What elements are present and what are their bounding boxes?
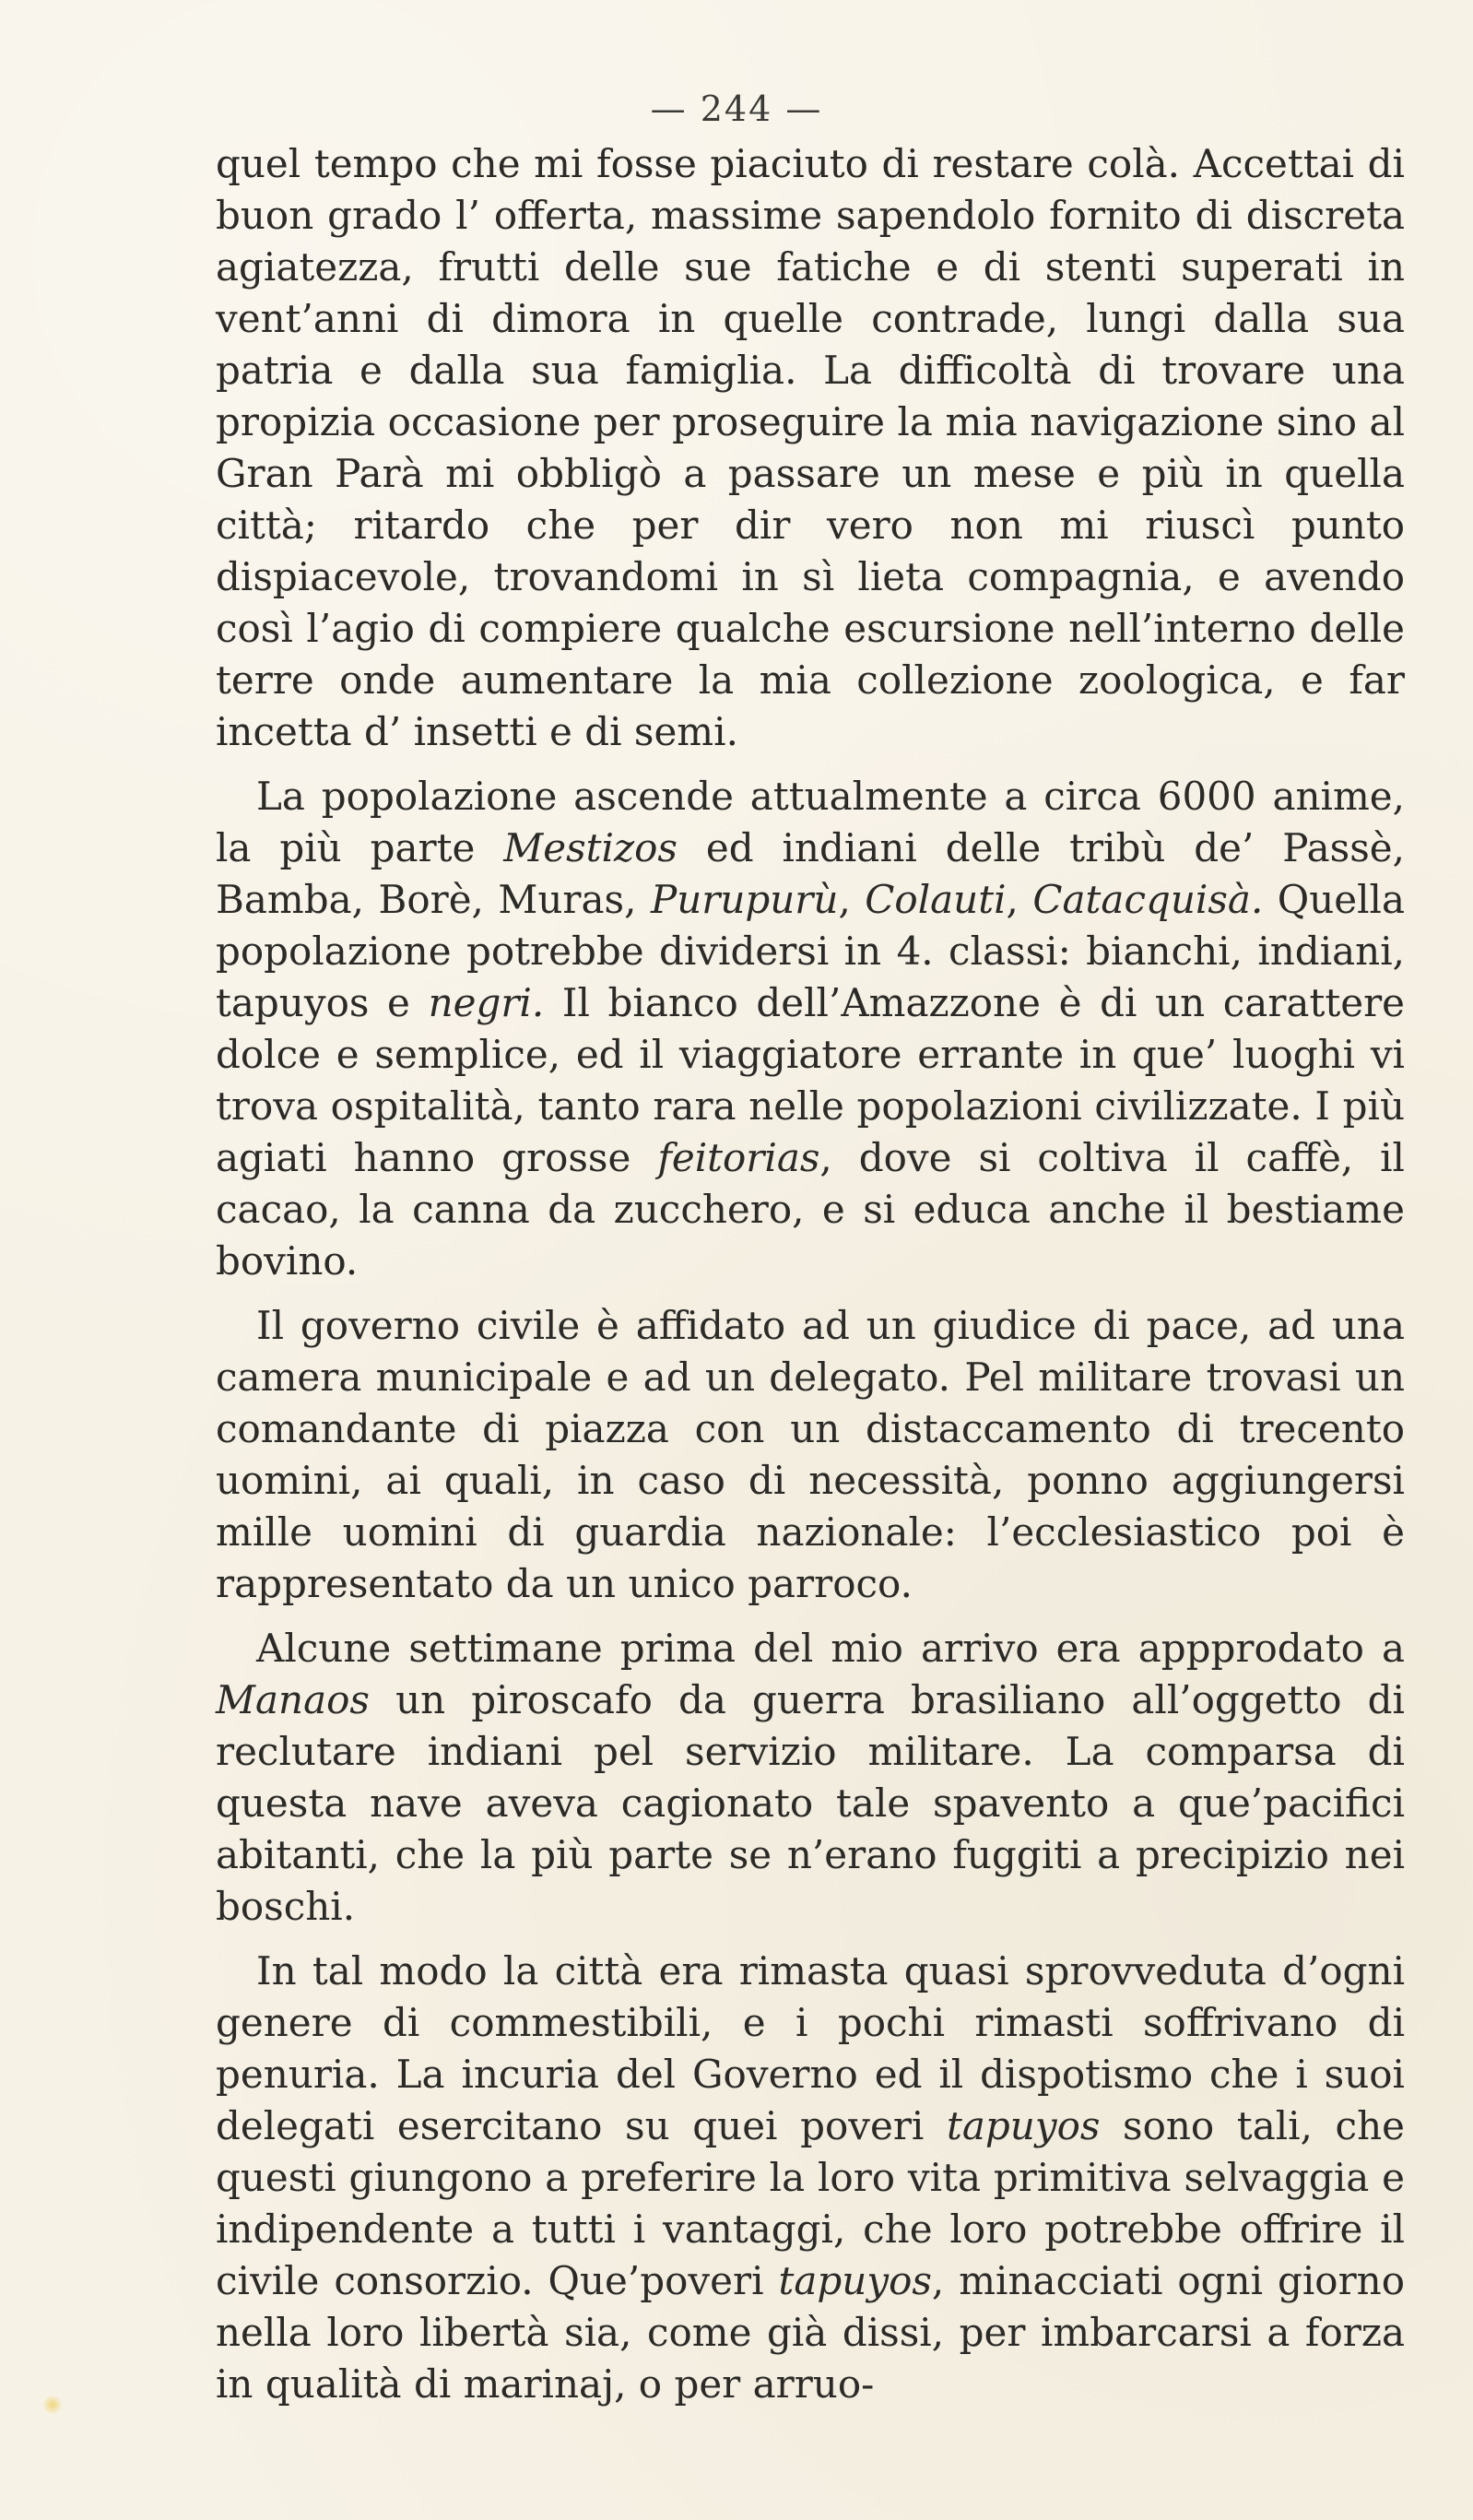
paragraph-steamship-text-2: un piroscafo da guerra brasiliano all’oggetto di reclutare indiani pel servizio militare. La comparsa di questa nave aveva cagionato tale spavento a que’pacifici abitanti, che la più parte se n’erano fuggiti a precipizio nei boschi. (216, 1677, 1405, 1929)
paragraph-population-text-5: Quella popolazione potrebbe dividersi in 4. classi: bianchi, indiani, tapuyos e (216, 877, 1406, 1025)
paragraph-continuation: quel tempo che mi fosse piaciuto di restare colà. Accettai di buon grado l’ offerta, massime sapendolo fornito di discreta agiatezza, frutti delle sue fatiche e di stenti superati in vent’anni di dimora in quelle contrade, lungi dalla sua patria e dalla sua famiglia. La difficoltà di trovare una propizia occasione per proseguire la mia navigazione sino al Gran Parà mi obbligò a passare un mese e più in quella città; ritardo che per dir vero non mi riuscì punto dispiacevole, trovandomi in sì lieta compagnia, e avendo così l’agio di compiere qualche escursione nell’interno delle terre onde aumentare la mia collezione zoologica, e far incetta d’ insetti e di semi. (216, 141, 1405, 754)
term-mestizos: Mestizos (503, 825, 678, 870)
term-manaos: Manaos (216, 1677, 370, 1722)
paragraph-penury-text-3: , minacciati ogni giorno nella loro libertà sia, come già dissi, per imbarcarsi a forza in qualità di marinaj, o per arruo- (216, 2258, 1405, 2407)
page-body (216, 138, 1405, 2423)
paragraph-steamship-text-1: Alcune settimane prima del mio arrivo era appprodato a (256, 1626, 1405, 1671)
term-tapuyos-1: tapuyos (946, 2103, 1101, 2148)
paragraph-penury-text-1: In tal modo la città era rimasta quasi sprovveduta d’ogni genere di commestibili, e i pochi rimasti soffrivano di penuria. La incuria del Governo ed il dispotismo che i suoi delegati esercitano su quei poveri (216, 1948, 1405, 2148)
paragraph-population-text-4: , (1006, 877, 1033, 922)
page-number: — 244 — (650, 89, 823, 129)
paragraph-population (216, 771, 1405, 1287)
term-colauti: Colauti (865, 877, 1007, 922)
paragraph-population-text-7: , dove si coltiva il caffè, il cacao, la canna da zucchero, e si educa anche il bestiame bovino. (216, 1135, 1405, 1284)
term-tapuyos-2: tapuyos (778, 2258, 932, 2303)
term-negri: negri. (428, 980, 545, 1025)
paragraph-population-text-2: ed indiani delle tribù de’ Passè, Bamba, Borè, Muras, (216, 825, 1405, 922)
term-catacquisa: Catacquisà. (1032, 877, 1264, 922)
paragraph-population-text-6: Il bianco dell’Amazzone è di un carattere dolce e semplice, ed il viaggiatore errante in que’ luoghi vi trova ospitalità, tanto rara nelle popolazioni civilizzate. I più agiati hanno grosse (216, 980, 1406, 1180)
paragraph-government: Il governo civile è affidato ad un giudice di pace, ad una camera municipale e ad un delegato. Pel militare trovasi un comandante di piazza con un distaccamento di trecento uomini, ai quali, in caso di necessità, ponno aggiungersi mille uomini di guardia nazionale: l’ecclesiastico poi è rappresentato da un unico parroco. (216, 1303, 1405, 1606)
paragraph-penury-text-2: sono tali, che questi giungono a preferire la loro vita primitiva selvaggia e indipendente a tutti i vantaggi, che loro potrebbe offrire il civile consorzio. Que’poveri (216, 2103, 1405, 2303)
paragraph-steamship (216, 1623, 1405, 1933)
term-feitorias: feitorias (657, 1135, 820, 1180)
term-purupuru: Purupurù (650, 877, 839, 922)
paragraph-population-text-1: La popolazione ascende attualmente a circa 6000 anime, la più parte (216, 774, 1405, 870)
paper-stain (42, 2395, 63, 2415)
paragraph-penury (216, 1946, 1405, 2410)
paragraph-population-text-3: , (838, 877, 866, 922)
